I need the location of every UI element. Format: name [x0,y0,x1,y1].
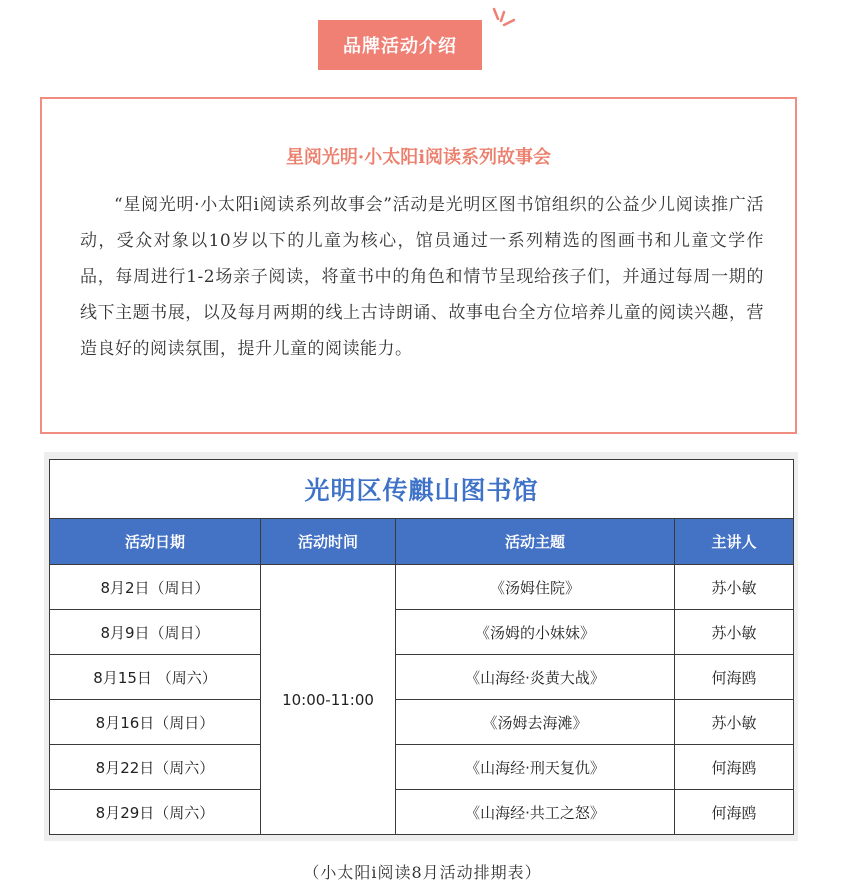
cell-date: 8月22日（周六） [50,745,261,790]
cell-date: 8月9日（周日） [50,610,261,655]
cell-speaker: 苏小敏 [675,700,794,745]
cell-topic: 《汤姆的小妹妹》 [396,610,675,655]
cell-topic: 《汤姆住院》 [396,565,675,610]
column-header-speaker: 主讲人 [675,519,794,565]
cell-topic: 《汤姆去海滩》 [396,700,675,745]
column-header-date: 活动日期 [50,519,261,565]
cell-speaker: 何海鸥 [675,790,794,835]
cell-topic: 《山海经·共工之怒》 [396,790,675,835]
table-caption: （小太阳i阅读8月活动排期表） [303,863,542,882]
cell-date: 8月2日（周日） [50,565,261,610]
cell-date: 8月16日（周日） [50,700,261,745]
column-header-topic: 活动主题 [396,519,675,565]
cell-speaker: 何海鸥 [675,655,794,700]
section-header-tag: 品牌活动介绍 [318,20,482,70]
column-header-time: 活动时间 [261,519,396,565]
schedule-title: 光明区传麒山图书馆 [50,460,794,519]
intro-title: 星阅光明·小太阳i阅读系列故事会 [285,147,552,168]
cell-speaker: 何海鸥 [675,745,794,790]
cell-topic: 《山海经·炎黄大战》 [396,655,675,700]
table-row [50,700,794,745]
table-row [50,655,794,700]
intro-box [40,97,797,434]
cell-time-shared: 10:00-11:00 [261,565,396,835]
cell-speaker: 苏小敏 [675,565,794,610]
cell-date: 8月15日 （周六） [50,655,261,700]
table-row [50,790,794,835]
intro-body: “星阅光明·小太阳i阅读系列故事会”活动是光明区图书馆组织的公益少儿阅读推广活动，受众对象以10岁以下的儿童为核心，馆员通过一系列精选的图画书和儿童文学作品，每周进行1-2场亲子阅读，将童书中的角色和情节呈现给孩子们，并通过每周一期的线下主题书展，以及每月两期的线上古诗朗诵、故事电台全方位培养儿童的阅读兴趣，营造良好的阅读氛围，提升儿童的阅读能力。 [80,195,764,359]
table-row [50,745,794,790]
cell-speaker: 苏小敏 [675,610,794,655]
sparkle-icon [488,6,518,32]
table-row [50,565,794,610]
schedule-table [49,459,794,835]
cell-date: 8月29日（周六） [50,790,261,835]
table-row [50,610,794,655]
cell-topic: 《山海经·刑天复仇》 [396,745,675,790]
schedule-table-panel [44,452,798,841]
